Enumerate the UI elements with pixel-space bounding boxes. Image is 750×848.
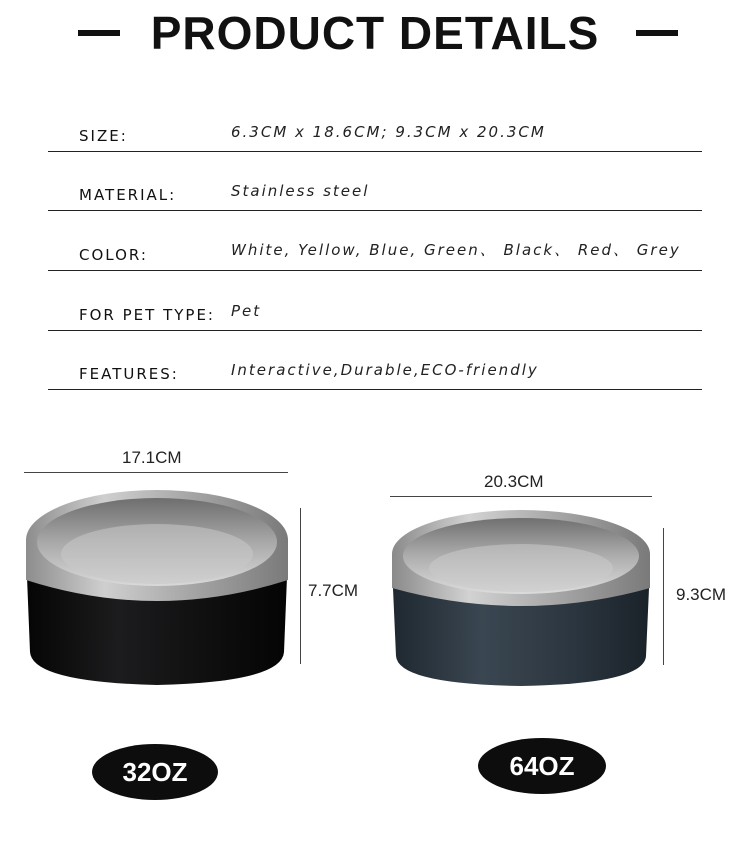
spec-label: FEATURES:	[79, 365, 179, 383]
bowl-height-line	[300, 508, 301, 664]
spec-label: FOR PET TYPE:	[79, 306, 215, 324]
spec-value: Interactive,Durable,ECO-friendly	[231, 361, 539, 379]
bowl-64oz-image	[388, 506, 654, 690]
title-dash-right	[636, 30, 678, 36]
spec-value: Stainless steel	[231, 182, 370, 200]
spec-row-size	[48, 93, 702, 152]
spec-row-features	[48, 331, 702, 390]
bowl-height-label: 9.3CM	[676, 585, 727, 604]
spec-value: White, Yellow, Blue, Green、 Black、 Red、 Grey	[231, 241, 681, 259]
bowl-width-label: 20.3CM	[484, 472, 544, 491]
title-row	[0, 0, 750, 70]
spec-row-material	[48, 152, 702, 211]
bowl-width-line	[24, 472, 288, 473]
capacity-badge-64oz: 64OZ	[478, 738, 606, 794]
spec-value: 6.3CM x 18.6CM; 9.3CM x 20.3CM	[231, 123, 546, 141]
bowl-height-label: 7.7CM	[308, 581, 359, 600]
bowl-width-label: 17.1CM	[122, 448, 182, 467]
spec-row-pet-type	[48, 272, 702, 331]
spec-label: MATERIAL:	[79, 186, 177, 204]
spec-label: SIZE:	[79, 127, 128, 145]
spec-label: COLOR:	[79, 246, 148, 264]
bowl-height-line	[663, 528, 664, 665]
spec-row-color	[48, 212, 702, 271]
bowl-width-line	[390, 496, 652, 497]
bowl-32oz-image	[22, 482, 292, 690]
page-title: PRODUCT DETAILS	[150, 7, 600, 59]
capacity-badge-32oz: 32OZ	[92, 744, 218, 800]
spec-value: Pet	[231, 302, 262, 320]
